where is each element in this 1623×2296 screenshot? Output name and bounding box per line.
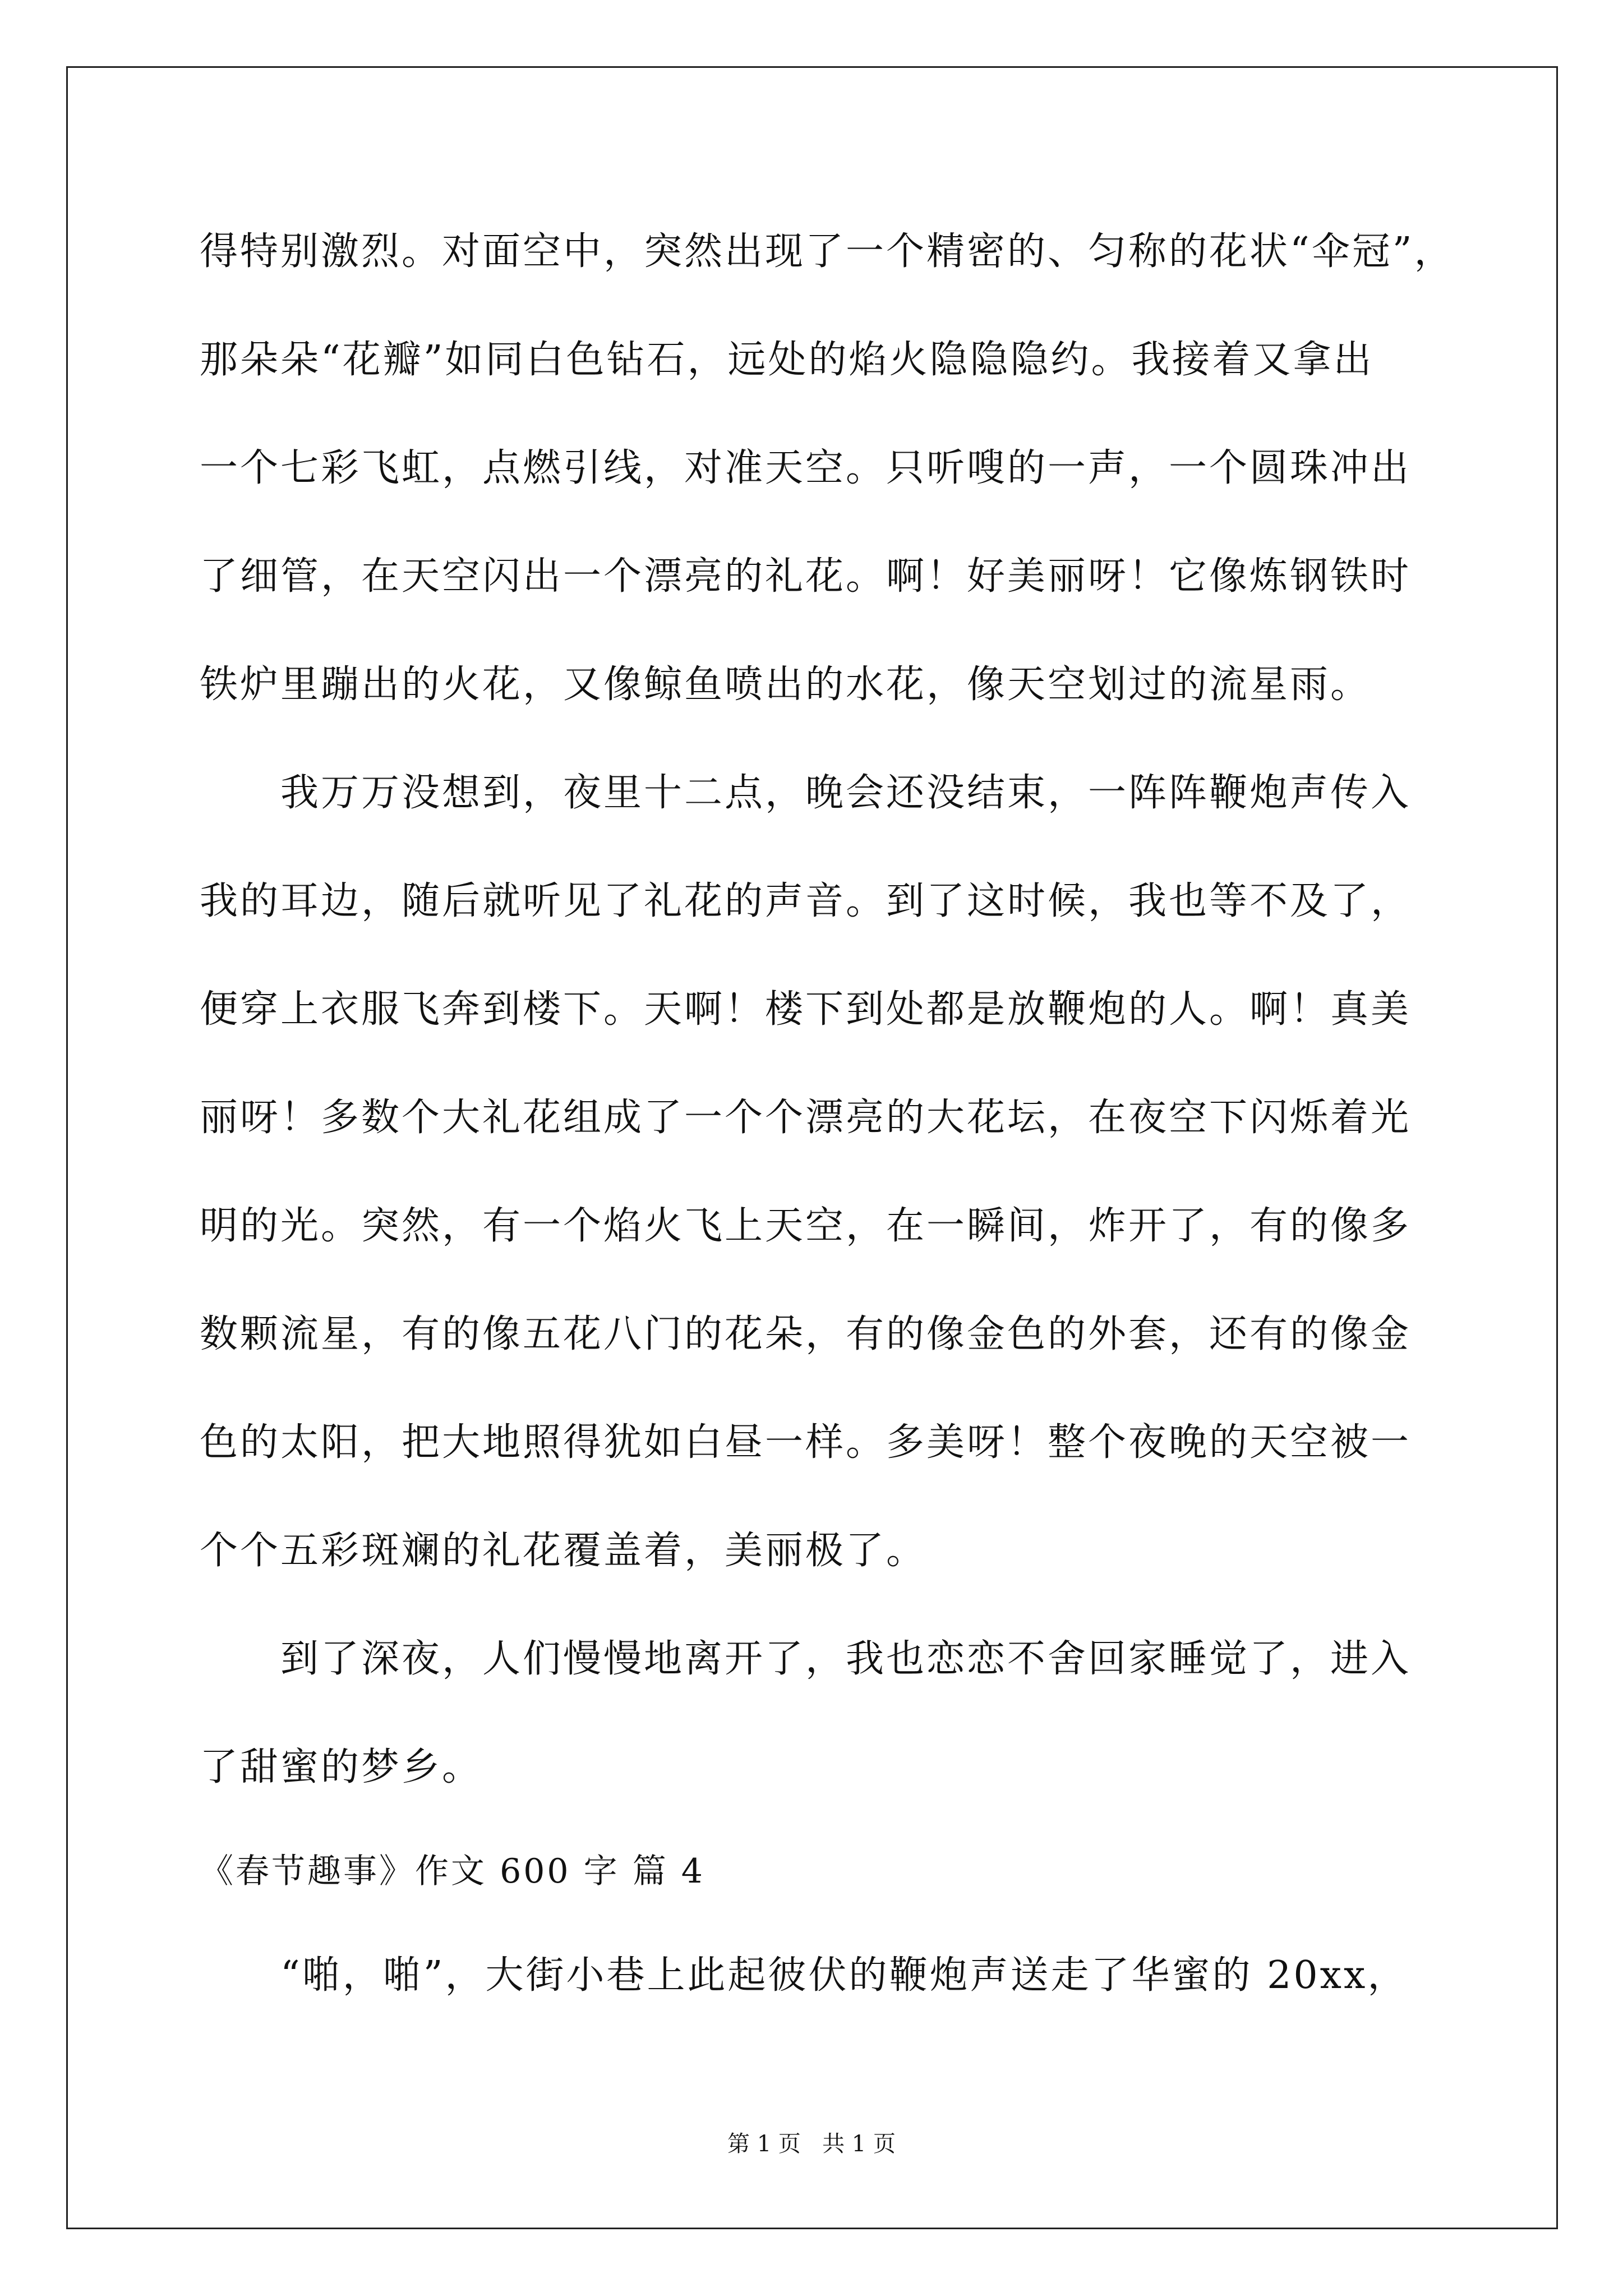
text-line: 色的太阳，把大地照得犹如白昼一样。多美呀！整个夜晚的天空被一 (200, 1420, 1412, 1465)
paragraph-first-line: 到了深夜，人们慢慢地离开了，我也恋恋不舍回家睡觉了，进入 (280, 1637, 1412, 1681)
text-line: 丽呀！多数个大礼花组成了一个个漂亮的大花坛，在夜空下闪烁着光 (200, 1096, 1412, 1140)
text-line: 了甜蜜的梦乡。 (200, 1745, 483, 1789)
page-border (66, 66, 1558, 2229)
text-line: 那朵朵“花瓣”如同白色钻石，远处的焰火隐隐隐约。我接着又拿出 (200, 338, 1374, 382)
text-line: 明的光。突然，有一个焰火飞上天空，在一瞬间，炸开了，有的像多 (200, 1204, 1412, 1248)
text-line: 得特别激烈。对面空中，突然出现了一个精密的、匀称的花状“伞冠”， (200, 229, 1455, 274)
text-line: 了细管，在天空闪出一个漂亮的礼花。啊！好美丽呀！它像炼钢铁时 (200, 554, 1412, 599)
paragraph-first-line: “啪，啪”，大街小巷上此起彼伏的鞭炮声送走了华蜜的 20xx， (280, 1953, 1408, 1998)
text-line: 我的耳边，随后就听见了礼花的声音。到了这时候，我也等不及了， (200, 879, 1412, 923)
text-line: 铁炉里蹦出的火花，又像鲸鱼喷出的水花，像天空划过的流星雨。 (200, 662, 1371, 707)
section-heading: 《春节趣事》作文 600 字 篇 4 (200, 1852, 705, 1891)
page-footer: 第 1 页 共 1 页 (727, 2131, 896, 2157)
text-line: 个个五彩斑斓的礼花覆盖着，美丽极了。 (200, 1529, 927, 1573)
text-line: 数颗流星，有的像五花八门的花朵，有的像金色的外套，还有的像金 (200, 1312, 1412, 1356)
paragraph-first-line: 我万万没想到，夜里十二点，晚会还没结束，一阵阵鞭炮声传入 (280, 771, 1412, 815)
text-line: 一个七彩飞虹，点燃引线，对准天空。只听嗖的一声，一个圆珠冲出 (200, 446, 1412, 490)
text-line: 便穿上衣服飞奔到楼下。天啊！楼下到处都是放鞭炮的人。啊！真美 (200, 987, 1412, 1032)
